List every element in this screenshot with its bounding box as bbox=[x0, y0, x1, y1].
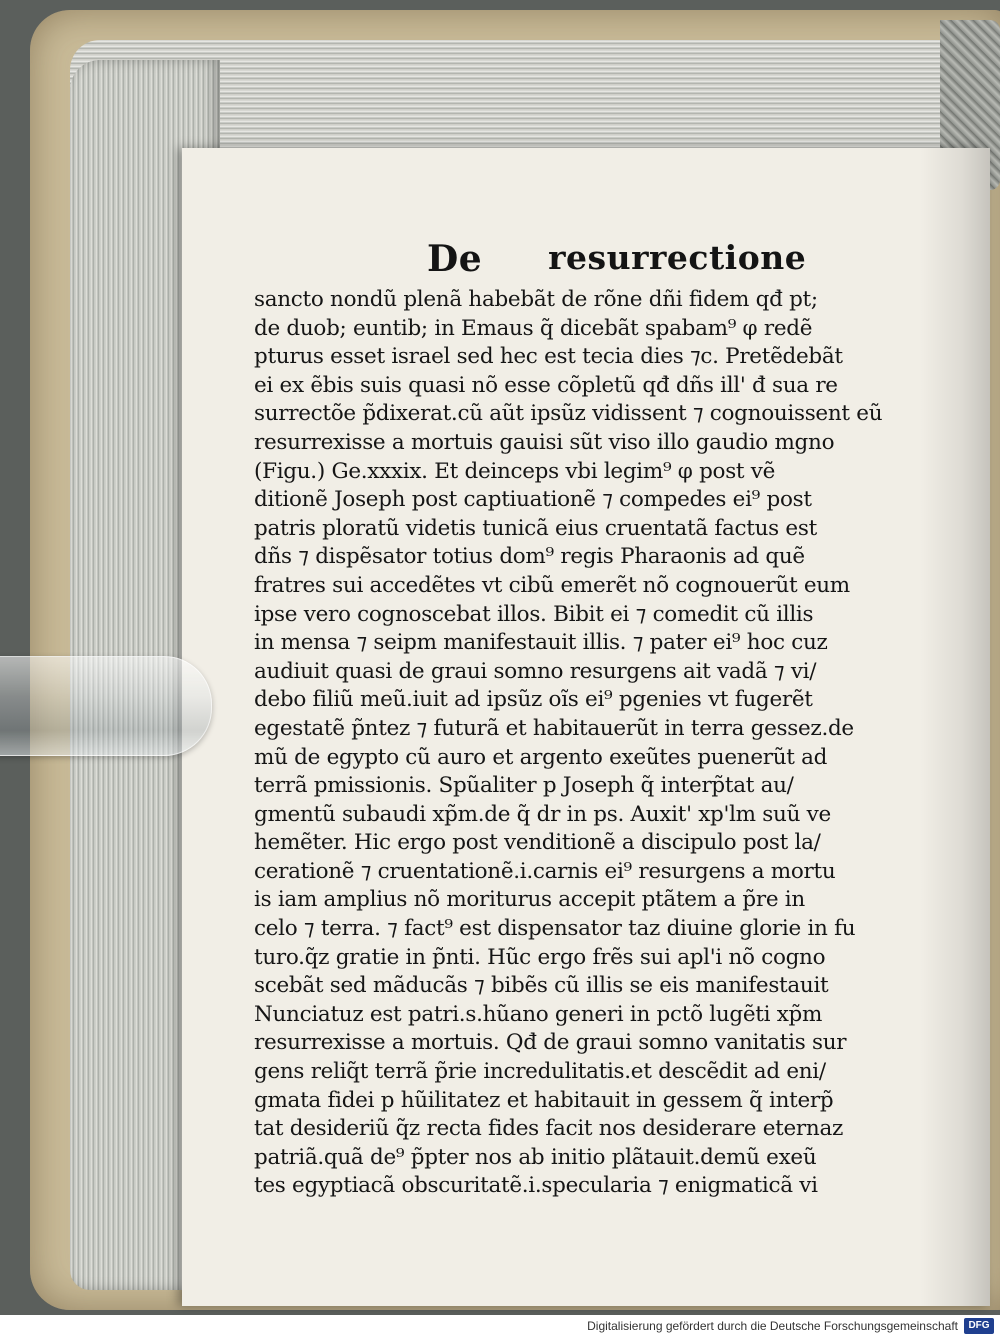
text-line: ipse vero cognoscebat illos. Bibit ei ⁊ comedit cũ illis bbox=[254, 601, 814, 627]
text-line: mũ de egypto cũ auro et argento exeũtes puenerũt ad bbox=[254, 744, 828, 770]
text-line: in mensa ⁊ seipm manifestauit illis. ⁊ pater ei⁹ hoc cuz bbox=[254, 630, 828, 656]
text-line: terrã pmissionis. Spũaliter p Joseph q̃ interp̃tat au/ bbox=[254, 773, 794, 799]
text-line: pturus esset israel sed hec est tecia dies ⁊c. Pretẽdebãt bbox=[254, 344, 843, 370]
text-line: hemẽter. Hic ergo post venditionẽ a discipulo post la/ bbox=[254, 830, 821, 856]
footer-bar bbox=[0, 1315, 1000, 1339]
funding-credit: Digitalisierung gefördert durch die Deutsche Forschungsgemeinschaft bbox=[587, 1319, 958, 1333]
text-line: dñs ⁊ dispẽsator totius dom⁹ regis Pharaonis ad quẽ bbox=[254, 544, 805, 570]
text-line: surrectõe p̃dixerat.cũ aũt ipsũz vidissent ⁊ cognouissent eũ bbox=[254, 401, 883, 427]
text-line: scebãt sed mãducãs ⁊ bibẽs cũ illis se eis manifestauit bbox=[254, 973, 829, 999]
text-line: is iam amplius nõ moriturus accepit ptãtem a p̃re in bbox=[254, 887, 805, 913]
text-line: egestatẽ p̃ntez ⁊ futurã et habitauerũt in terra gessez.de bbox=[254, 715, 854, 741]
book-page bbox=[182, 148, 990, 1306]
heading-initial: De bbox=[427, 238, 483, 280]
text-line: ditionẽ Joseph post captiuationẽ ⁊ compedes ei⁹ post bbox=[254, 487, 812, 513]
text-line: cerationẽ ⁊ cruentationẽ.i.carnis ei⁹ resurgens a mortu bbox=[254, 858, 836, 884]
heading-word: resurrectione bbox=[548, 238, 807, 277]
text-line: resurrexisse a mortuis gauisi sũt viso illo gaudio mgno bbox=[254, 429, 835, 455]
text-line: audiuit quasi de graui somno resurgens ait vadã ⁊ vi/ bbox=[254, 658, 817, 684]
text-line: (Figu.) Ge.xxxix. Et deinceps vbi legim⁹ φ post vẽ bbox=[254, 458, 776, 484]
glass-page-holder-rod bbox=[0, 656, 212, 756]
text-line: turo.q̃z gratie in p̃nti. Hũc ergo frẽs sui apl'i nõ cogno bbox=[254, 944, 826, 970]
text-line: fratres sui accedẽtes vt cibũ emerẽt nõ cognouerũt eum bbox=[254, 572, 850, 598]
dfg-logo-icon: DFG bbox=[964, 1318, 994, 1334]
text-line: debo filiũ meũ.iuit ad ipsũz oĩs ei⁹ pgenies vt fugerẽt bbox=[254, 687, 813, 713]
page-heading bbox=[427, 238, 847, 280]
text-line: gmata fidei p hũilitatez et habitauit in gessem q̃ interp̃ bbox=[254, 1087, 834, 1113]
text-line: gens reliq̃t terrã p̃rie incredulitatis.et descẽdit ad eni/ bbox=[254, 1059, 826, 1085]
text-line: patriã.quã de⁹ p̃pter nos ab initio plãtauit.demũ exeũ bbox=[254, 1144, 817, 1170]
body-text bbox=[254, 286, 960, 1201]
text-line: patris ploratũ videtis tunicã eius cruentatã factus est bbox=[254, 515, 817, 541]
text-line: Nunciatuz est patri.s.hũano generi in pctõ lugẽti xp̃m bbox=[254, 1001, 823, 1027]
text-line: celo ⁊ terra. ⁊ fact⁹ est dispensator taz diuine glorie in fu bbox=[254, 916, 856, 942]
text-line: sancto nondũ plenã habebãt de rõne dñi fidem qđ pt; bbox=[254, 287, 818, 312]
text-line: ei ex ẽbis suis quasi nõ esse cõpletũ qđ dñs ill' đ sua re bbox=[254, 372, 838, 398]
text-line: de duob; euntib; in Emaus q̃ dicebãt spabam⁹ φ redẽ bbox=[254, 315, 813, 341]
text-line: gmentũ subaudi xp̃m.de q̃ dr in ps. Auxit' xp'lm suũ ve bbox=[254, 801, 831, 827]
text-line: tat desideriũ q̃z recta fides facit nos desiderare eternaz bbox=[254, 1116, 843, 1142]
text-line: tes egyptiacã obscuritatẽ.i.specularia ⁊ enigmaticã vi bbox=[254, 1173, 818, 1199]
text-line: resurrexisse a mortuis. Qđ de graui somno vanitatis sur bbox=[254, 1030, 847, 1056]
